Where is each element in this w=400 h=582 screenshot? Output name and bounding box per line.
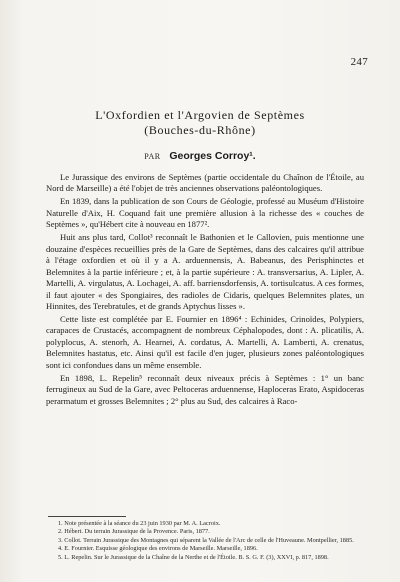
article-title: L'Oxfordien et l'Argovien de Septèmes	[95, 108, 305, 122]
author-name: Georges Corroy¹.	[169, 150, 256, 162]
author-line	[0, 150, 400, 162]
paragraph: Cette liste est complétée par E. Fournier en 1896⁴ : Echinides, Crinoïdes, Polypiers, carapaces de Crustacés, accompagnent de nombreux Céphalopodes, dont : A. plicatilis, A. polyplocus, A. stenorh, A. Hearnei, A. cordatus, A. Martelli, A. Lamberti, A. crenatus, Belemnites hastatus, etc. Ainsi qu'il est facile d'en juger, plusieurs zones paléontologiques sont ici confondues dans un même ensemble.	[46, 313, 364, 370]
footnote: 3. Collot. Terrain Jurassique des Montagnes qui séparent la Vallée de l'Arc de celle de l'Huveaune. Montpellier, 1885.	[58, 536, 354, 544]
paragraph: Le Jurassique des environs de Septèmes (partie occidentale du Chaînon de l'Étoile, au Nord de Marseille) a été l'objet de très anciennes observations paléontologiques.	[46, 172, 364, 194]
paragraph: En 1839, dans la publication de son Cours de Géologie, professé au Muséum d'Histoire Naturelle d'Aix, H. Coquand fait une première allusion à la richesse des « couches de Septèmes », qu'Hébert cite à nouveau en 1877².	[46, 196, 364, 230]
author-prefix: PAR	[144, 152, 161, 161]
footnote: 5. L. Repelin. Sur le Jurassique de la Chaîne de la Nerthe et de l'Étoile. B. S. G. F. (3), XXVI, p. 817, 1898.	[58, 553, 329, 561]
paragraph: En 1898, L. Repelin⁵ reconnaît deux niveaux précis à Septèmes : 1° un banc ferrugineux au Sud de la Gare, avec Peltoceras arduennense, Haploceras Erato, Aspidoceras perarmatum et grosses Belemnites ; 2° plus au Sud, des calcaires à Raco-	[46, 372, 364, 406]
article-subtitle: (Bouches-du-Rhône)	[144, 123, 256, 137]
page-number: 247	[350, 56, 368, 68]
footnotes	[46, 520, 364, 562]
body-text	[46, 172, 364, 409]
footnote-rule	[48, 516, 126, 517]
footnote: 1. Note présentée à la séance du 23 juin 1930 par M. A. Lacroix.	[58, 520, 221, 527]
paragraph: Huit ans plus tard, Collot³ reconnaît le Bathonien et le Callovien, puis mentionne une douzaine d'espèces recueillies près de la Gare de Septèmes, dans des calcaires qu'il attribue à l'étage oxfordien et où il y a A. arduennensis, A. Babeanus, des Perisphinctes et Belemnites à la partie inférieure ; et, à la partie supérieure : A. transversarius, A. Lipler, A. Martelli, A. virgulatus, A. Lochagei, A. aff. barriensdorfensis, A. tortisulcatus. A ces formes, il faut ajouter « des Spongiaires, des radioles de Cidaris, quelques Belemnites plates, un Hinnites, des Terebratules, et de grands Aptychus lisses ».	[46, 232, 364, 311]
footnote: 2. Hébert. Du terrain Jurassique de la Provence. Paris, 1877.	[58, 528, 210, 536]
title-block	[0, 108, 400, 162]
footnote: 4. E. Fournier. Esquisse géologique des environs de Marseille. Marseille, 1896.	[58, 545, 258, 553]
